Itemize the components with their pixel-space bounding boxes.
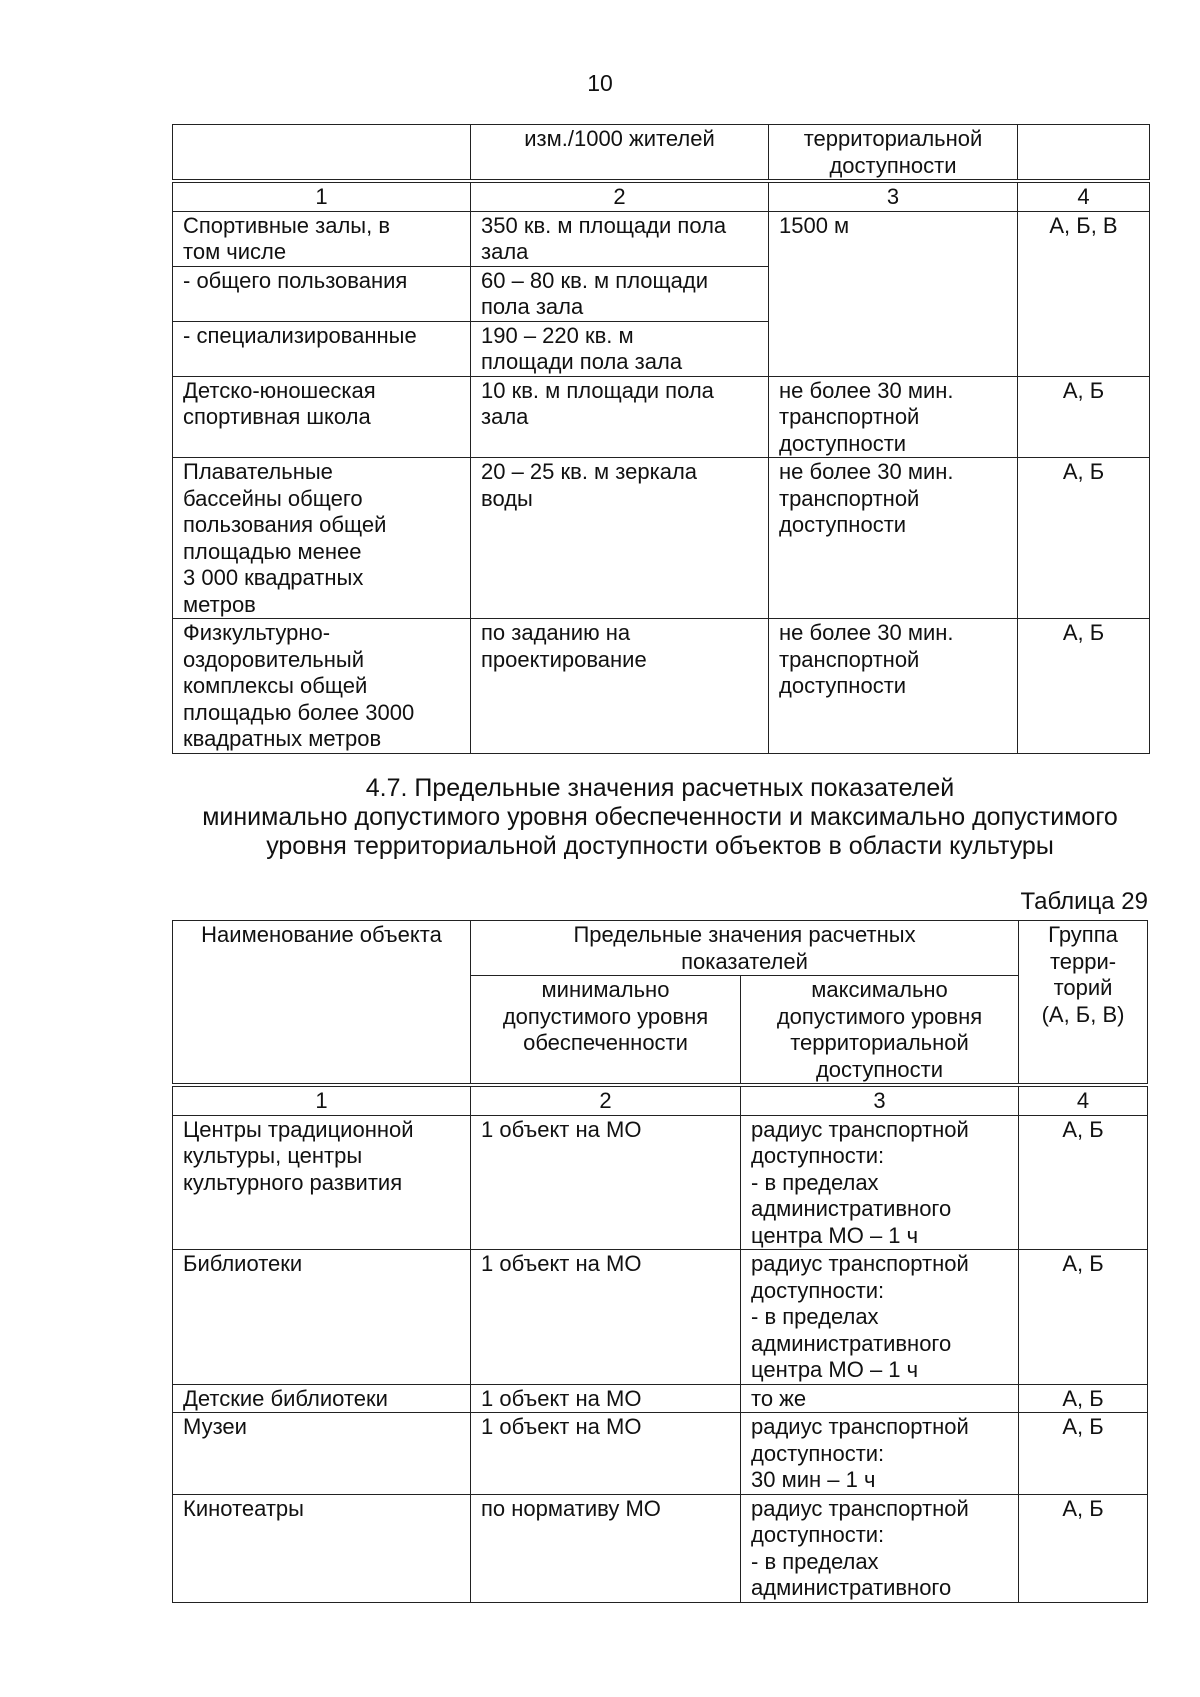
access-norm: не более 30 мин. транспортной доступности xyxy=(769,458,1018,619)
territory-group: А, Б xyxy=(1019,1115,1148,1250)
access-norm: 1500 м xyxy=(769,211,1018,376)
table-row xyxy=(173,1250,1148,1385)
provision-norm: 350 кв. м площади пола зала xyxy=(471,211,769,266)
table-cell xyxy=(173,125,471,182)
table-cell xyxy=(1018,125,1150,182)
culture-facilities-table xyxy=(172,920,1148,1603)
column-number-row xyxy=(173,1085,1148,1115)
column-number: 2 xyxy=(471,181,769,211)
min-provision: 1 объект на МО xyxy=(471,1384,741,1413)
section-title: 4.7. Предельные значения расчетных показателей минимально допустимого уровня обеспеченности и максимально допустимого уровня территориальной доступности объектов в области культуры xyxy=(202,774,1118,860)
object-name: - специализированные xyxy=(173,321,471,376)
column-header-name: Наименование объекта xyxy=(173,921,471,1086)
object-name: Музеи xyxy=(173,1413,471,1495)
min-provision: по нормативу МО xyxy=(471,1494,741,1602)
column-header-territory: Группа терри- торий (А, Б, В) xyxy=(1019,921,1148,1086)
territory-group: А, Б xyxy=(1018,619,1150,754)
max-access: радиус транспортной доступности: - в пределах административного центра МО – 1 ч xyxy=(741,1115,1019,1250)
table-row xyxy=(173,1494,1148,1602)
column-header-group: Предельные значения расчетных показателей xyxy=(471,921,1019,976)
provision-norm: 20 – 25 кв. м зеркала воды xyxy=(471,458,769,619)
provision-norm: по заданию на проектирование xyxy=(471,619,769,754)
territory-group: А, Б xyxy=(1018,376,1150,458)
object-name: Физкультурно- оздоровительный комплексы общей площадью более 3000 квадратных метров xyxy=(173,619,471,754)
territory-group: А, Б xyxy=(1019,1384,1148,1413)
column-number: 4 xyxy=(1018,181,1150,211)
object-name: Детские библиотеки xyxy=(173,1384,471,1413)
table-cell: территориальной доступности xyxy=(769,125,1018,182)
territory-group: А, Б xyxy=(1019,1494,1148,1602)
table-row xyxy=(173,1384,1148,1413)
min-provision: 1 объект на МО xyxy=(471,1115,741,1250)
column-number: 3 xyxy=(741,1085,1019,1115)
access-norm: не более 30 мин. транспортной доступности xyxy=(769,619,1018,754)
min-provision: 1 объект на МО xyxy=(471,1250,741,1385)
max-access: то же xyxy=(741,1384,1019,1413)
table-row xyxy=(173,125,1150,182)
table-label: Таблица 29 xyxy=(1020,888,1148,915)
access-norm: не более 30 мин. транспортной доступности xyxy=(769,376,1018,458)
sports-facilities-table xyxy=(172,124,1150,754)
column-number: 1 xyxy=(173,1085,471,1115)
object-name: Детско-юношеская спортивная школа xyxy=(173,376,471,458)
table-row xyxy=(173,376,1150,458)
table-row xyxy=(173,619,1150,754)
object-name: Кинотеатры xyxy=(173,1494,471,1602)
object-name: Плавательные бассейны общего пользования общей площадью менее 3 000 квадратных метров xyxy=(173,458,471,619)
max-access: радиус транспортной доступности: - в пределах административного xyxy=(741,1494,1019,1602)
territory-group: А, Б xyxy=(1019,1250,1148,1385)
column-number: 3 xyxy=(769,181,1018,211)
object-name: - общего пользования xyxy=(173,266,471,321)
page-number: 10 xyxy=(587,70,613,96)
max-access: радиус транспортной доступности: 30 мин – 1 ч xyxy=(741,1413,1019,1495)
territory-group: А, Б xyxy=(1018,458,1150,619)
object-name: Библиотеки xyxy=(173,1250,471,1385)
object-name: Центры традиционной культуры, центры культурного развития xyxy=(173,1115,471,1250)
table-header-row xyxy=(173,921,1148,976)
column-number: 2 xyxy=(471,1085,741,1115)
min-provision: 1 объект на МО xyxy=(471,1413,741,1495)
territory-group: А, Б xyxy=(1019,1413,1148,1495)
column-header-min: минимально допустимого уровня обеспеченности xyxy=(471,976,741,1086)
column-number: 1 xyxy=(173,181,471,211)
table-row xyxy=(173,458,1150,619)
max-access: радиус транспортной доступности: - в пределах административного центра МО – 1 ч xyxy=(741,1250,1019,1385)
table-cell: изм./1000 жителей xyxy=(471,125,769,182)
table-row xyxy=(173,1413,1148,1495)
column-header-max: максимально допустимого уровня территориальной доступности xyxy=(741,976,1019,1086)
object-name: Спортивные залы, в том числе xyxy=(173,211,471,266)
provision-norm: 10 кв. м площади пола зала xyxy=(471,376,769,458)
territory-group: А, Б, В xyxy=(1018,211,1150,376)
provision-norm: 60 – 80 кв. м площади пола зала xyxy=(471,266,769,321)
column-number-row xyxy=(173,181,1150,211)
column-number: 4 xyxy=(1019,1085,1148,1115)
provision-norm: 190 – 220 кв. м площади пола зала xyxy=(471,321,769,376)
table-row xyxy=(173,211,1150,266)
table-row xyxy=(173,1115,1148,1250)
